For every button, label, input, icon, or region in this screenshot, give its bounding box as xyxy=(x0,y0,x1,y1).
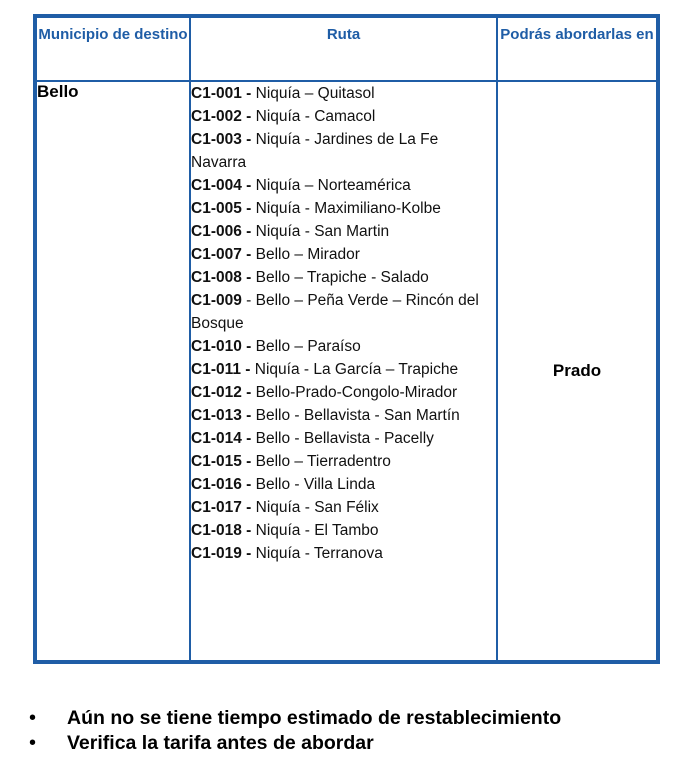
route-name: Niquía - Maximiliano-Kolbe xyxy=(251,200,441,217)
route-code: C1-009 xyxy=(191,292,242,309)
route-item xyxy=(191,174,496,197)
route-item xyxy=(191,220,496,243)
header-abordar: Podrás abordarlas en xyxy=(497,18,656,81)
route-code: C1-004 - xyxy=(191,177,252,194)
note-text: Aún no se tiene tiempo estimado de restablecimiento xyxy=(67,707,562,729)
route-list xyxy=(191,82,496,565)
route-code: C1-012 - xyxy=(191,384,252,401)
bullet-icon: • xyxy=(29,707,37,729)
route-name: Niquía - San Félix xyxy=(251,499,379,516)
route-item xyxy=(191,473,496,496)
route-code: C1-015 - xyxy=(191,453,252,470)
notes-list xyxy=(0,706,688,756)
route-code: C1-017 - xyxy=(191,499,252,516)
route-code: C1-019 - xyxy=(191,545,252,562)
route-item xyxy=(191,105,496,128)
route-item xyxy=(191,197,496,220)
routes-table-frame xyxy=(33,14,660,664)
route-name: Niquía – Norteamérica xyxy=(251,177,411,194)
route-name: Bello – Paraíso xyxy=(251,338,361,355)
route-item xyxy=(191,542,496,565)
route-name: Niquía - Camacol xyxy=(251,108,376,125)
route-code: C1-001 - xyxy=(191,85,252,102)
route-item xyxy=(191,82,496,105)
route-code: C1-008 - xyxy=(191,269,252,286)
route-item xyxy=(191,496,496,519)
routes-table xyxy=(37,18,656,660)
note-item xyxy=(0,731,688,756)
route-item xyxy=(191,243,496,266)
route-name: Niquía - San Martin xyxy=(251,223,390,240)
route-item xyxy=(191,450,496,473)
route-code: C1-007 - xyxy=(191,246,252,263)
route-code: C1-018 - xyxy=(191,522,252,539)
route-code: C1-003 - xyxy=(191,131,252,148)
abordar-cell: Prado xyxy=(497,81,656,660)
route-name: Bello - Villa Linda xyxy=(251,476,376,493)
route-item xyxy=(191,128,496,174)
header-municipio: Municipio de destino xyxy=(37,18,190,81)
route-name: Bello – Trapiche - Salado xyxy=(251,269,429,286)
route-name: Niquía - El Tambo xyxy=(251,522,379,539)
route-name: Bello-Prado-Congolo-Mirador xyxy=(251,384,458,401)
note-text: Verifica la tarifa antes de abordar xyxy=(67,732,374,754)
route-name: Bello - Bellavista - Pacelly xyxy=(251,430,434,447)
municipio-cell: Bello xyxy=(37,81,190,660)
table-row xyxy=(37,81,656,660)
route-item xyxy=(191,381,496,404)
table-header-row xyxy=(37,18,656,81)
route-item xyxy=(191,335,496,358)
ruta-cell xyxy=(190,81,497,660)
route-code: C1-013 - xyxy=(191,407,252,424)
route-item xyxy=(191,404,496,427)
route-name: Niquía - Jardines de La Fe Navarra xyxy=(191,131,439,171)
route-name: Bello – Mirador xyxy=(251,246,360,263)
note-item xyxy=(0,706,688,731)
route-item xyxy=(191,289,496,335)
route-code: C1-010 - xyxy=(191,338,252,355)
route-code: C1-005 - xyxy=(191,200,252,217)
route-code: C1-006 - xyxy=(191,223,252,240)
route-item xyxy=(191,427,496,450)
route-name: Niquía - Terranova xyxy=(251,545,383,562)
route-name: Niquía – Quitasol xyxy=(251,85,375,102)
route-item xyxy=(191,519,496,542)
bullet-icon: • xyxy=(29,732,37,754)
route-item xyxy=(191,266,496,289)
route-name: Bello – Tierradentro xyxy=(251,453,391,470)
route-name: Niquía - La García – Trapiche xyxy=(250,361,459,378)
route-code: C1-011 - xyxy=(191,361,251,378)
route-code: C1-016 - xyxy=(191,476,252,493)
route-name: - Bello – Peña Verde – Rincón del Bosque xyxy=(191,292,479,332)
route-name: Bello - Bellavista - San Martín xyxy=(251,407,460,424)
header-ruta: Ruta xyxy=(190,18,497,81)
route-code: C1-002 - xyxy=(191,108,252,125)
route-item xyxy=(191,358,496,381)
route-code: C1-014 - xyxy=(191,430,252,447)
